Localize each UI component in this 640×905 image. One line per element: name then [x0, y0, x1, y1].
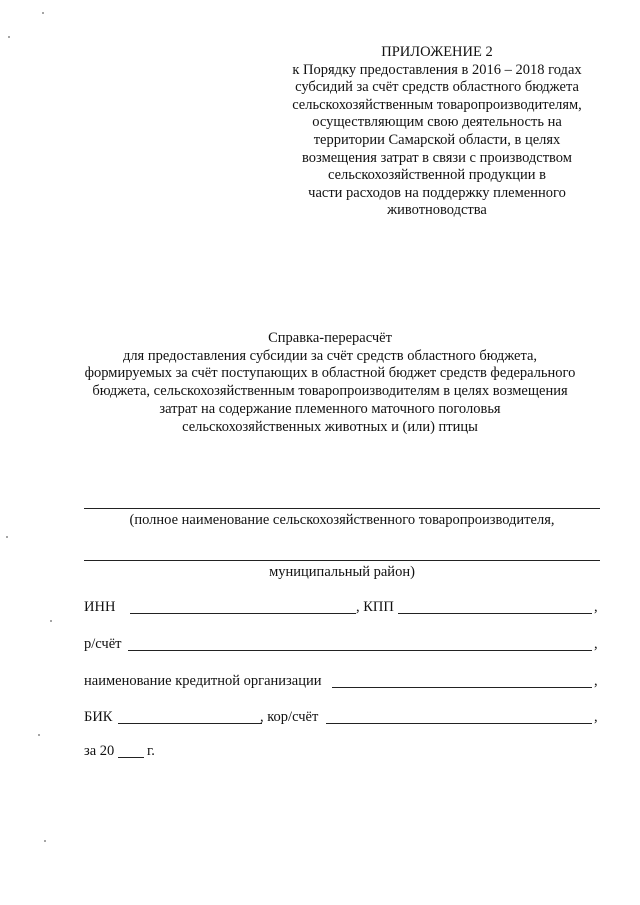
appendix-line: возмещения затрат в связи с производством: [302, 149, 572, 166]
year-row: [84, 743, 284, 761]
bank-row: [84, 673, 604, 691]
appendix-line: сельскохозяйственным товаропроизводителям,: [292, 96, 582, 113]
kpp-label: , КПП: [356, 599, 394, 615]
account-label: р/счёт: [84, 636, 122, 652]
bank-field[interactable]: [332, 687, 592, 688]
scan-speck: [50, 620, 52, 622]
scan-speck: [42, 12, 44, 14]
year-prefix: за 20: [84, 743, 115, 759]
title-line: формируемых за счёт поступающих в областной бюджет средств федерального: [84, 365, 576, 382]
account-row: [84, 636, 604, 654]
corr-account-label: , кор/счёт: [260, 709, 319, 725]
year-field[interactable]: [118, 757, 144, 758]
scan-speck: [8, 36, 10, 38]
title-line: бюджета, сельскохозяйственным товаропроизводителям в целях возмещения: [92, 383, 568, 400]
row-comma: ,: [594, 599, 598, 615]
title-heading: Справка-перерасчёт: [268, 330, 392, 346]
appendix-line: сельскохозяйственной продукции в: [327, 167, 547, 184]
appendix-line: части расходов на поддержку племенного: [308, 184, 566, 201]
title-line: для предоставления субсидии за счёт средств областного бюджета,: [122, 347, 538, 364]
bank-label: наименование кредитной организации: [84, 673, 322, 689]
appendix-line: животноводства: [387, 202, 487, 219]
bik-row: [84, 709, 604, 727]
document-title: [70, 330, 590, 436]
appendix-line: осуществляющим свою деятельность на: [312, 114, 562, 131]
account-field[interactable]: [128, 650, 592, 651]
district-blank[interactable]: [84, 560, 600, 561]
row-comma: ,: [594, 673, 598, 689]
producer-name-blank[interactable]: [84, 508, 600, 509]
inn-kpp-row: [84, 599, 604, 617]
row-comma: ,: [594, 709, 598, 725]
appendix-line: территории Самарской области, в целях: [313, 131, 561, 148]
scan-speck: [44, 840, 46, 842]
inn-field[interactable]: [130, 613, 356, 614]
row-comma: ,: [594, 636, 598, 652]
title-line: затрат на содержание племенного маточного поголовья: [159, 400, 501, 417]
kpp-field[interactable]: [398, 613, 592, 614]
inn-label: ИНН: [84, 599, 116, 615]
appendix-heading: ПРИЛОЖЕНИЕ 2: [381, 44, 493, 60]
year-suffix: г.: [147, 743, 155, 759]
bik-field[interactable]: [118, 723, 262, 724]
corr-account-field[interactable]: [326, 723, 592, 724]
scan-speck: [6, 536, 8, 538]
scan-speck: [38, 734, 40, 736]
producer-caption: (полное наименование сельскохозяйственного товаропроизводителя,: [129, 512, 555, 528]
appendix-line: субсидий за счёт средств областного бюджета: [295, 79, 579, 96]
appendix-header: [262, 44, 612, 220]
district-caption: муниципальный район): [269, 564, 415, 580]
appendix-line: к Порядку предоставления в 2016 – 2018 годах: [292, 61, 582, 78]
title-line: сельскохозяйственных животных и (или) птицы: [182, 418, 478, 435]
bik-label: БИК: [84, 709, 113, 725]
